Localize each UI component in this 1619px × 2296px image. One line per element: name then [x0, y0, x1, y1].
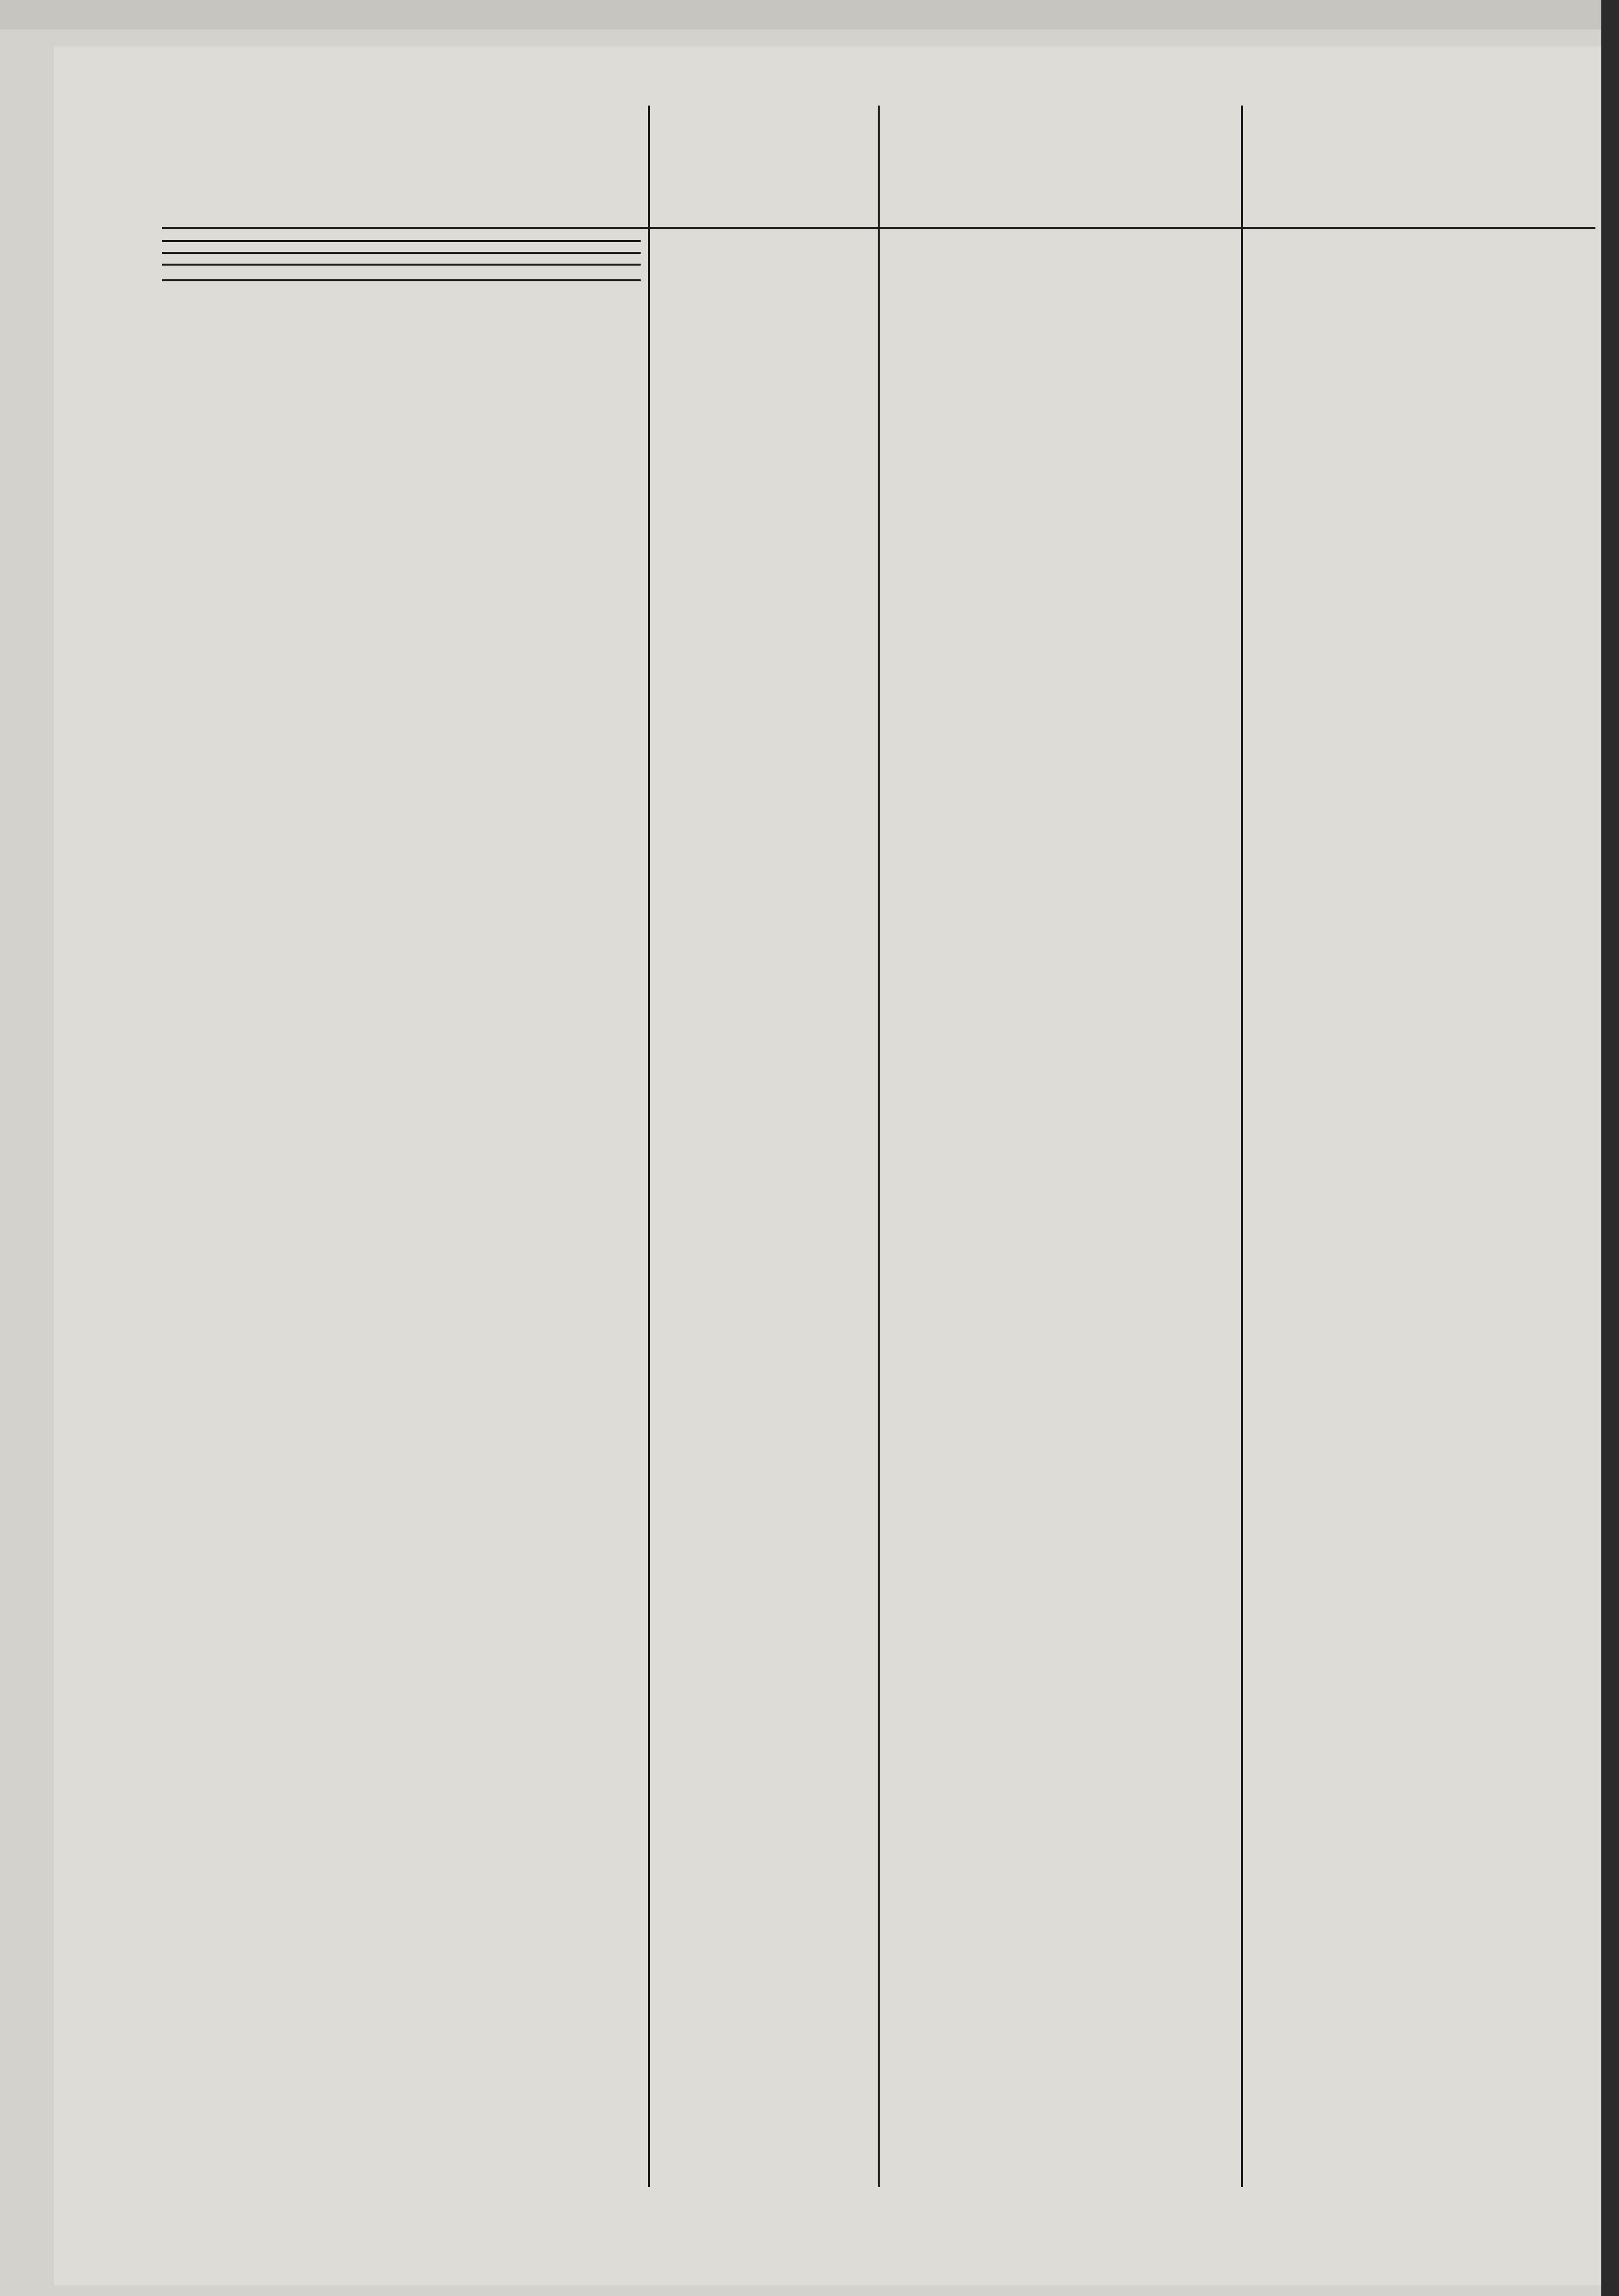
- column-rule-2: [878, 106, 880, 2187]
- column-rule-3: [1241, 106, 1243, 2187]
- scan-top-edge: [0, 0, 1619, 29]
- column-2-ads: [520, 233, 874, 2187]
- scan-right-edge: [1601, 0, 1619, 2296]
